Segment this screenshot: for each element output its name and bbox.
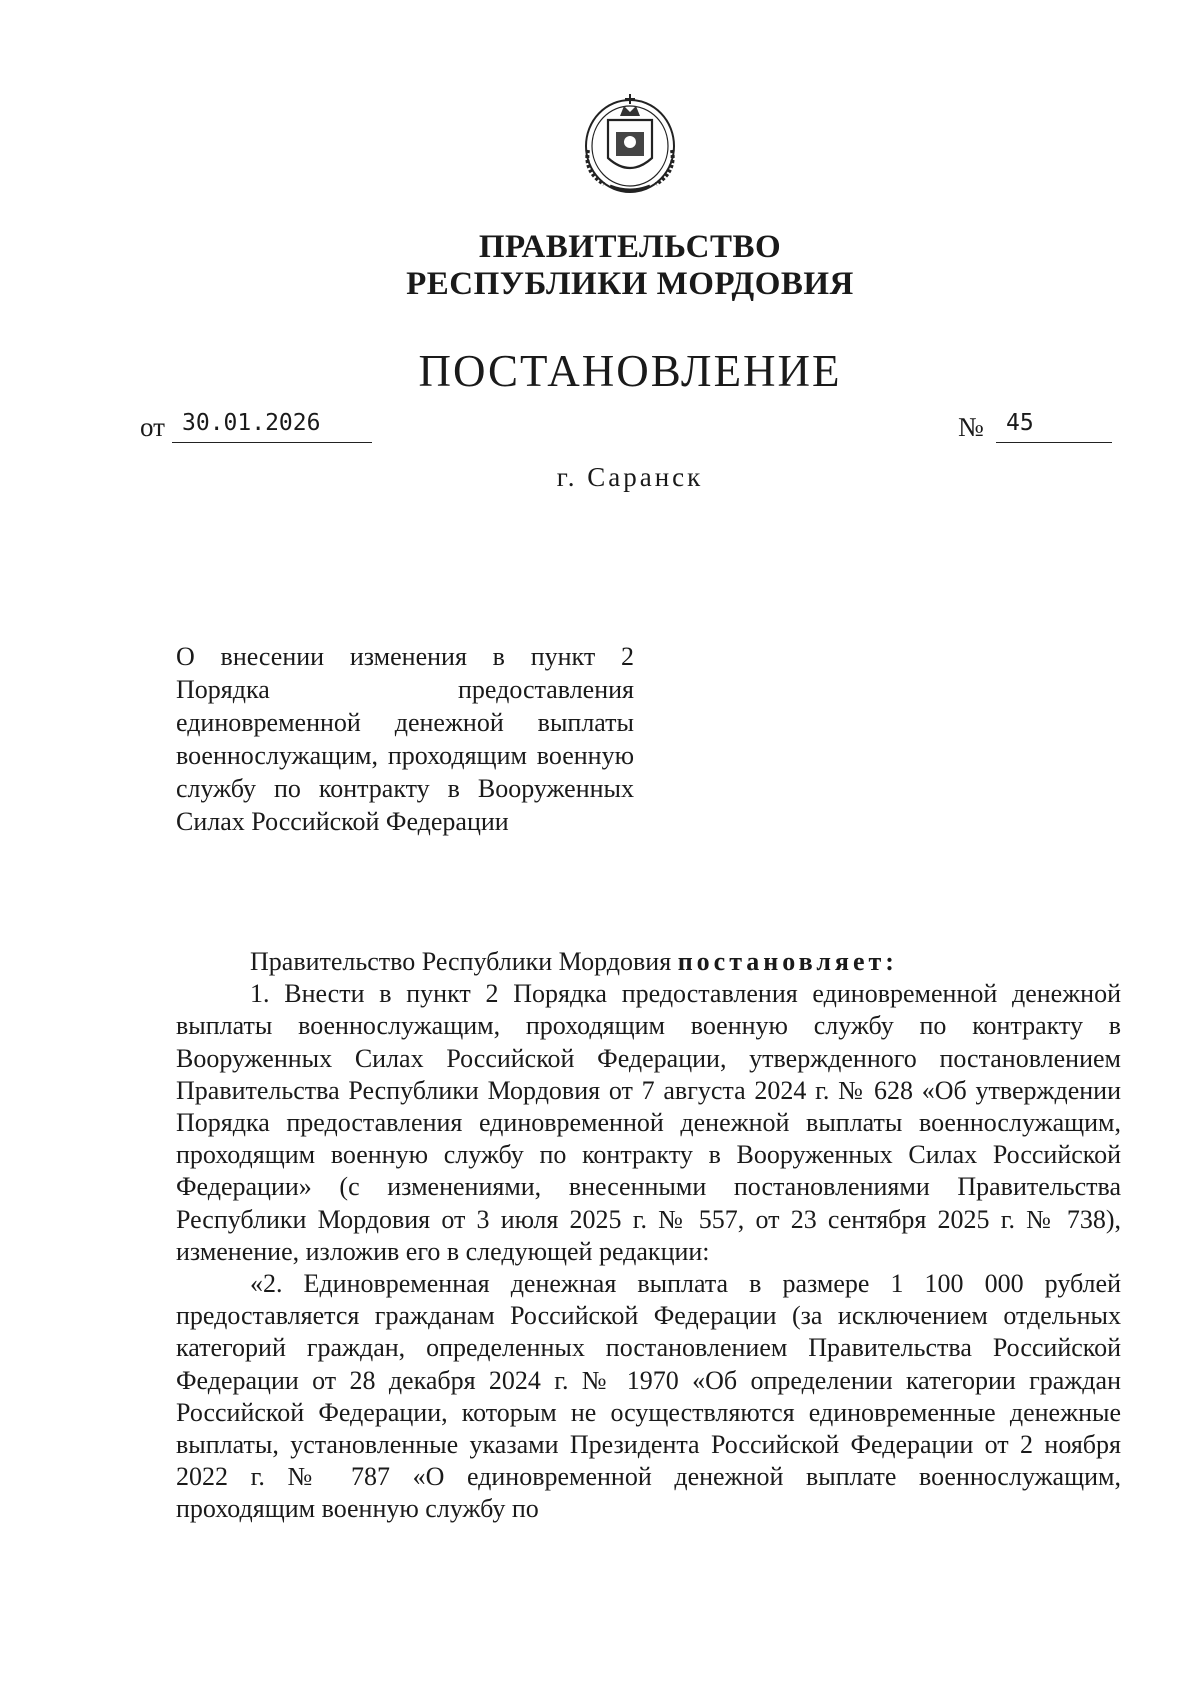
intro-paragraph — [176, 946, 1121, 978]
document-body — [176, 946, 1121, 1526]
document-number: 45 — [1006, 410, 1034, 436]
date-prefix: от — [140, 412, 165, 442]
paragraph-1: 1. Внести в пункт 2 Порядка предоставления единовременной денежной выплаты военнослужащим, проходящим военную службу по контракту в Вооруженных Силах Российской Федерации, утвержденного постановлением Правительства Республики Мордовия от 7 августа 2024 г. № 628 «Об утверждении Порядка предоставления единовременной денежной выплаты военнослужащим, проходящим военную службу по контракту в Вооруженных Силах Российской Федерации» (с изменениями, внесенными постановлениями Правительства Республики Мордовия от 3 июля 2025 г. № 557, от 23 сентября 2025 г. № 738), изменение, изложив его в следующей редакции: — [176, 979, 1121, 1266]
paragraph-2: «2. Единовременная денежная выплата в размере 1 100 000 рублей предоставляется гражданам Российской Федерации (за исключением отдельных категорий граждан, определенных постановлением Правительства Российской Федерации от 28 декабря 2024 г. № 1970 «Об определении категории граждан Российской Федерации, которым не осуществляются единовременные денежные выплаты, установленные указами Президента Российской Федерации от 2 ноября 2022 г. № 787 «О единовременной денежной выплате военнослужащим, проходящим военную службу по — [176, 1269, 1121, 1524]
document-type: ПОСТАНОВЛЕНИЕ — [418, 346, 842, 396]
intro-text: Правительство Республики Мордовия — [250, 947, 678, 976]
intro-keyword: постановляет: — [677, 947, 898, 976]
org-name-line2: РЕСПУБЛИКИ МОРДОВИЯ — [406, 266, 854, 302]
number-prefix: № — [958, 412, 984, 442]
city: г. Саранск — [556, 462, 704, 492]
document-subject: О внесении изменения в пункт 2 Порядка предоставления единовременной денежной выплаты военнослужащим, проходящим военную службу по контракту в Вооруженных Силах Российской Федерации — [176, 642, 634, 836]
coat-of-arms-icon — [570, 80, 690, 200]
org-name-line1: ПРАВИТЕЛЬСТВО — [478, 229, 782, 265]
document-date: 30.01.2026 — [182, 410, 321, 436]
